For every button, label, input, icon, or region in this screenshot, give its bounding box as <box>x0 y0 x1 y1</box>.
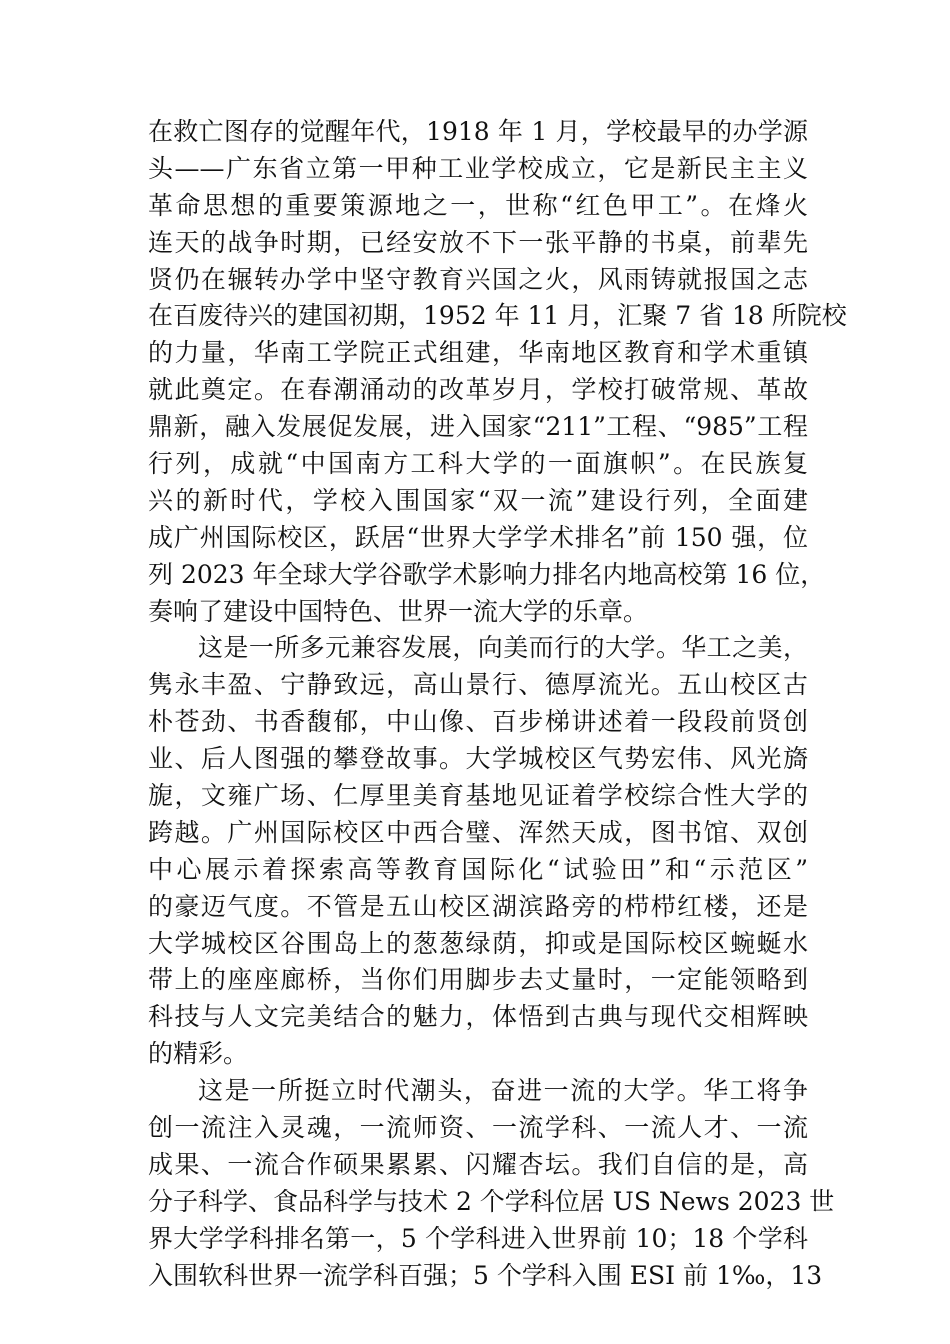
text-line: 就此奠定。在春潮涌动的改革岁月，学校打破常规、革故 <box>148 375 808 405</box>
text-line: 连天的战争时期，已经安放不下一张平静的书桌，前辈先 <box>148 227 808 257</box>
text-line: 隽永丰盈、宁静致远，高山景行、德厚流光。五山校区古 <box>148 670 808 700</box>
text-line: 行列，成就“中国南方工科大学的一面旗帜”。在民族复 <box>148 449 808 479</box>
text-line: 中心展示着探索高等教育国际化“试验田”和“示范区” <box>148 854 808 884</box>
text-line: 的力量，华南工学院正式组建，华南地区教育和学术重镇 <box>148 338 808 368</box>
text-line: 业、后人图强的攀登故事。大学城校区气势宏伟、风光旖 <box>148 744 808 774</box>
text-line: 界大学学科排名第一，5 个学科进入世界前 10；18 个学科 <box>148 1223 808 1253</box>
text-line: 革命思想的重要策源地之一，世称“红色甲工”。在烽火 <box>148 190 808 220</box>
text-line: 的精彩。 <box>148 1039 249 1069</box>
text-line: 旎，文雍广场、仁厚里美育基地见证着学校综合性大学的 <box>148 781 808 811</box>
text-line: 的豪迈气度。不管是五山校区湖滨路旁的栉栉红楼，还是 <box>148 891 808 921</box>
text-line: 兴的新时代，学校入围国家“双一流”建设行列，全面建 <box>148 485 808 515</box>
text-line: 朴苍劲、书香馥郁，中山像、百步梯讲述着一段段前贤创 <box>148 707 808 737</box>
text-line: 分子科学、食品科学与技术 2 个学科位居 US News 2023 世 <box>148 1186 835 1216</box>
text-line: 鼎新，融入发展促发展，进入国家“211”工程、“985”工程 <box>148 412 808 442</box>
text-line: 创一流注入灵魂，一流师资、一流学科、一流人才、一流 <box>148 1113 808 1143</box>
text-line: 头——广东省立第一甲种工业学校成立，它是新民主主义 <box>148 153 808 183</box>
text-line: 在救亡图存的觉醒年代，1918 年 1 月，学校最早的办学源 <box>148 117 808 146</box>
text-line: 成广州国际校区，跃居“世界大学学术排名”前 150 强，位 <box>148 522 808 552</box>
text-line: 跨越。广州国际校区中西合璧、浑然天成，图书馆、双创 <box>148 817 808 847</box>
text-line: 列 2023 年全球大学谷歌学术影响力排名内地高校第 16 位， <box>148 559 826 589</box>
text-line: 入围软科世界一流学科百强；5 个学科入围 ESI 前 1‰，13 <box>148 1260 823 1290</box>
text-line: 大学城校区谷围岛上的葱葱绿荫，抑或是国际校区蜿蜒水 <box>148 928 808 958</box>
text-line: 科技与人文完美结合的魅力，体悟到古典与现代交相辉映 <box>148 1002 808 1032</box>
text-line: 贤仍在辗转办学中坚守教育兴国之火，风雨铸就报国之志 <box>148 264 808 294</box>
text-line: 这是一所多元兼容发展，向美而行的大学。华工之美， <box>198 633 808 663</box>
body-text <box>148 114 847 1295</box>
text-line: 奏响了建设中国特色、世界一流大学的乐章。 <box>148 596 649 626</box>
text-line: 带上的座座廊桥，当你们用脚步去丈量时，一定能领略到 <box>148 965 808 995</box>
text-line: 成果、一流合作硕果累累、闪耀杏坛。我们自信的是，高 <box>148 1149 808 1179</box>
text-line: 在百废待兴的建国初期，1952 年 11 月，汇聚 7 省 18 所院校 <box>148 301 847 331</box>
text-line: 这是一所挺立时代潮头，奋进一流的大学。华工将争 <box>198 1076 808 1106</box>
